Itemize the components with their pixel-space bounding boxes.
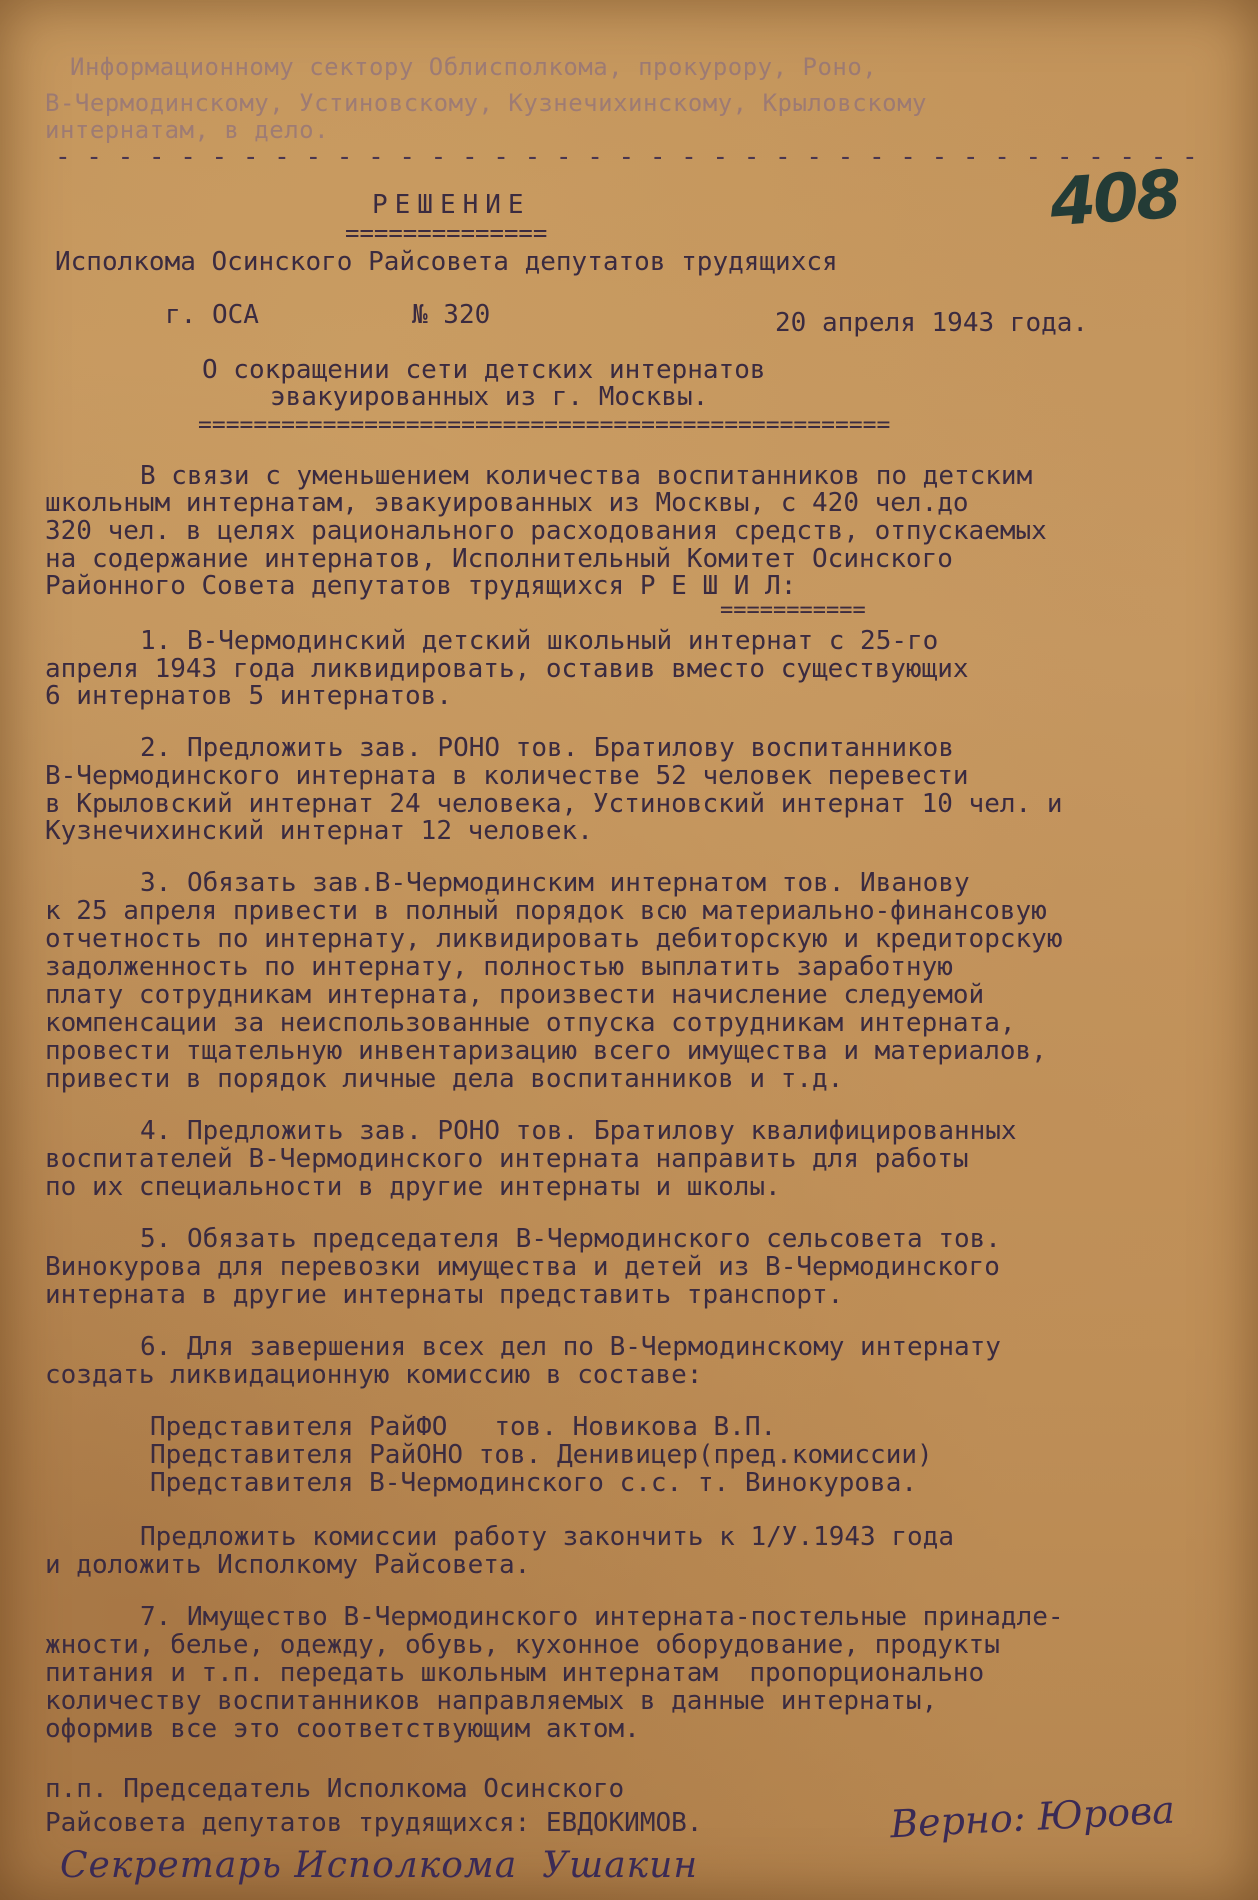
distribution-line-3: интернатам, в дело.: [45, 116, 330, 144]
commission-member-1: Представителя РайФО тов. Новикова В.П.: [150, 1412, 777, 1442]
title-underline: ==============: [345, 219, 548, 247]
decision-date: 20 апреля 1943 года.: [775, 308, 1089, 338]
point-2-line-4: Кузнечихинский интернат 12 человек.: [45, 816, 593, 846]
preamble-line-5: Районного Совета депутатов трудящихся Р Е Ш И Л:: [45, 571, 797, 601]
point-3-line-7: провести тщательную инвентаризацию всего имущества и материалов,: [45, 1036, 1047, 1066]
point-3-line-4: задолженность по интернату, полностью выплатить заработную: [45, 952, 953, 982]
point-7-line-2: жности, белье, одежду, обувь, кухонное оборудование, продукты: [45, 1630, 1000, 1660]
point-3-line-5: плату сотрудникам интерната, произвести начисление следуемой: [45, 980, 985, 1010]
point-4-line-2: воспитателей В-Чермодинского интерната направить для работы: [45, 1144, 969, 1174]
point-7-line-4: количеству воспитанников направляемых в данные интернаты,: [45, 1686, 938, 1716]
preamble-line-4: на содержание интернатов, Исполнительный Комитет Осинского: [45, 544, 953, 574]
commission-member-3: Представителя В-Чермодинского с.с. т. Винокурова.: [150, 1468, 918, 1498]
preamble-line-1: В связи с уменьшением количества воспитанников по детским: [140, 461, 1033, 491]
preamble-line-3: 320 чел. в целях рационального расходования средств, отпускаемых: [45, 516, 1047, 546]
archive-number: 408: [1047, 155, 1182, 242]
subject-line-1: О сокращении сети детских интернатов: [202, 355, 766, 385]
preamble-line-2: школьным интернатам, эвакуированных из Москвы, с 420 чел.до: [45, 488, 969, 518]
decision-number: № 320: [412, 300, 491, 330]
issuer-line: Исполкома Осинского Райсовета депутатов трудящихся: [55, 247, 838, 277]
signature-line-2: Райсовета депутатов трудящихся: ЕВДОКИМОВ.: [45, 1808, 703, 1838]
document-title: РЕШЕНИЕ: [372, 190, 531, 220]
point-3-line-8: привести в порядок личные дела воспитанников и т.д.: [45, 1064, 844, 1094]
resolved-underline: ===========: [720, 598, 866, 623]
distribution-line-1: Информационному сектору Облисполкома, прокурору, Роно,: [70, 53, 878, 81]
point-2-line-3: в Крыловский интернат 24 человека, Устиновский интернат 10 чел. и: [45, 789, 1063, 819]
subject-underline: ==================================================: [198, 412, 891, 438]
distribution-line-2: В-Чермодинскому, Устиновскому, Кузнечихинскому, Крыловскому: [45, 89, 928, 117]
point-2-line-1: 2. Предложить зав. РОНО тов. Братилову воспитанников: [140, 733, 954, 763]
commission-note-line-1: Предложить комиссии работу закончить к 1/У.1943 года: [140, 1522, 954, 1552]
point-4-line-1: 4. Предложить зав. РОНО тов. Братилову квалифицированных: [140, 1116, 1017, 1146]
point-6-line-2: создать ликвидационную комиссию в составе:: [45, 1360, 703, 1390]
point-7-line-5: оформив все это соответствующим актом.: [45, 1714, 640, 1744]
point-3-line-1: 3. Обязать зав.В-Чермодинским интернатом тов. Иванову: [140, 868, 970, 898]
distribution-dashes: - - - - - - - - - - - - - - - - - - - - - - - - - - - - - - - - - - - - -: [55, 142, 1198, 172]
point-3-line-3: отчетность по интернату, ликвидировать дебиторскую и кредиторскую: [45, 924, 1063, 954]
verified-handwritten-signature: Верно: Юрова: [889, 1787, 1176, 1847]
point-2-line-2: В-Чермодинского интерната в количестве 52 человек перевести: [45, 761, 969, 791]
subject-line-2: эвакуированных из г. Москвы.: [270, 382, 709, 412]
point-7-line-1: 7. Имущество В-Чермодинского интерната-постельные принадле-: [140, 1602, 1064, 1632]
point-3-line-6: компенсации за неиспользованные отпуска сотрудникам интерната,: [45, 1008, 1016, 1038]
point-1-line-2: апреля 1943 года ликвидировать, оставив вместо существующих: [45, 654, 969, 684]
point-1-line-3: 6 интернатов 5 интернатов.: [45, 681, 452, 711]
commission-note-line-2: и доложить Исполкому Райсовета.: [45, 1550, 531, 1580]
point-7-line-3: питания и т.п. передать школьным интернатам пропорционально: [45, 1658, 985, 1688]
point-5-line-2: Винокурова для перевозки имущества и детей из В-Чермодинского: [45, 1252, 1000, 1282]
commission-member-2: Представителя РайОНО тов. Денивицер(пред.комиссии): [150, 1440, 933, 1470]
signature-line-1: п.п. Председатель Исполкома Осинского: [45, 1774, 625, 1804]
point-5-line-3: интерната в другие интернаты представить транспорт.: [45, 1280, 844, 1310]
secretary-handwritten-signature: Секретарь Исполкома Ушакин: [60, 1845, 699, 1886]
point-1-line-1: 1. В-Чермодинский детский школьный интернат с 25-го: [140, 626, 939, 656]
point-6-line-1: 6. Для завершения всех дел по В-Чермодинскому интернату: [140, 1332, 1001, 1362]
point-5-line-1: 5. Обязать председателя В-Чермодинского сельсовета тов.: [140, 1224, 1001, 1254]
point-3-line-2: к 25 апреля привести в полный порядок всю материально-финансовую: [45, 896, 1047, 926]
place: г. ОСА: [165, 300, 259, 330]
point-4-line-3: по их специальности в другие интернаты и школы.: [45, 1172, 781, 1202]
